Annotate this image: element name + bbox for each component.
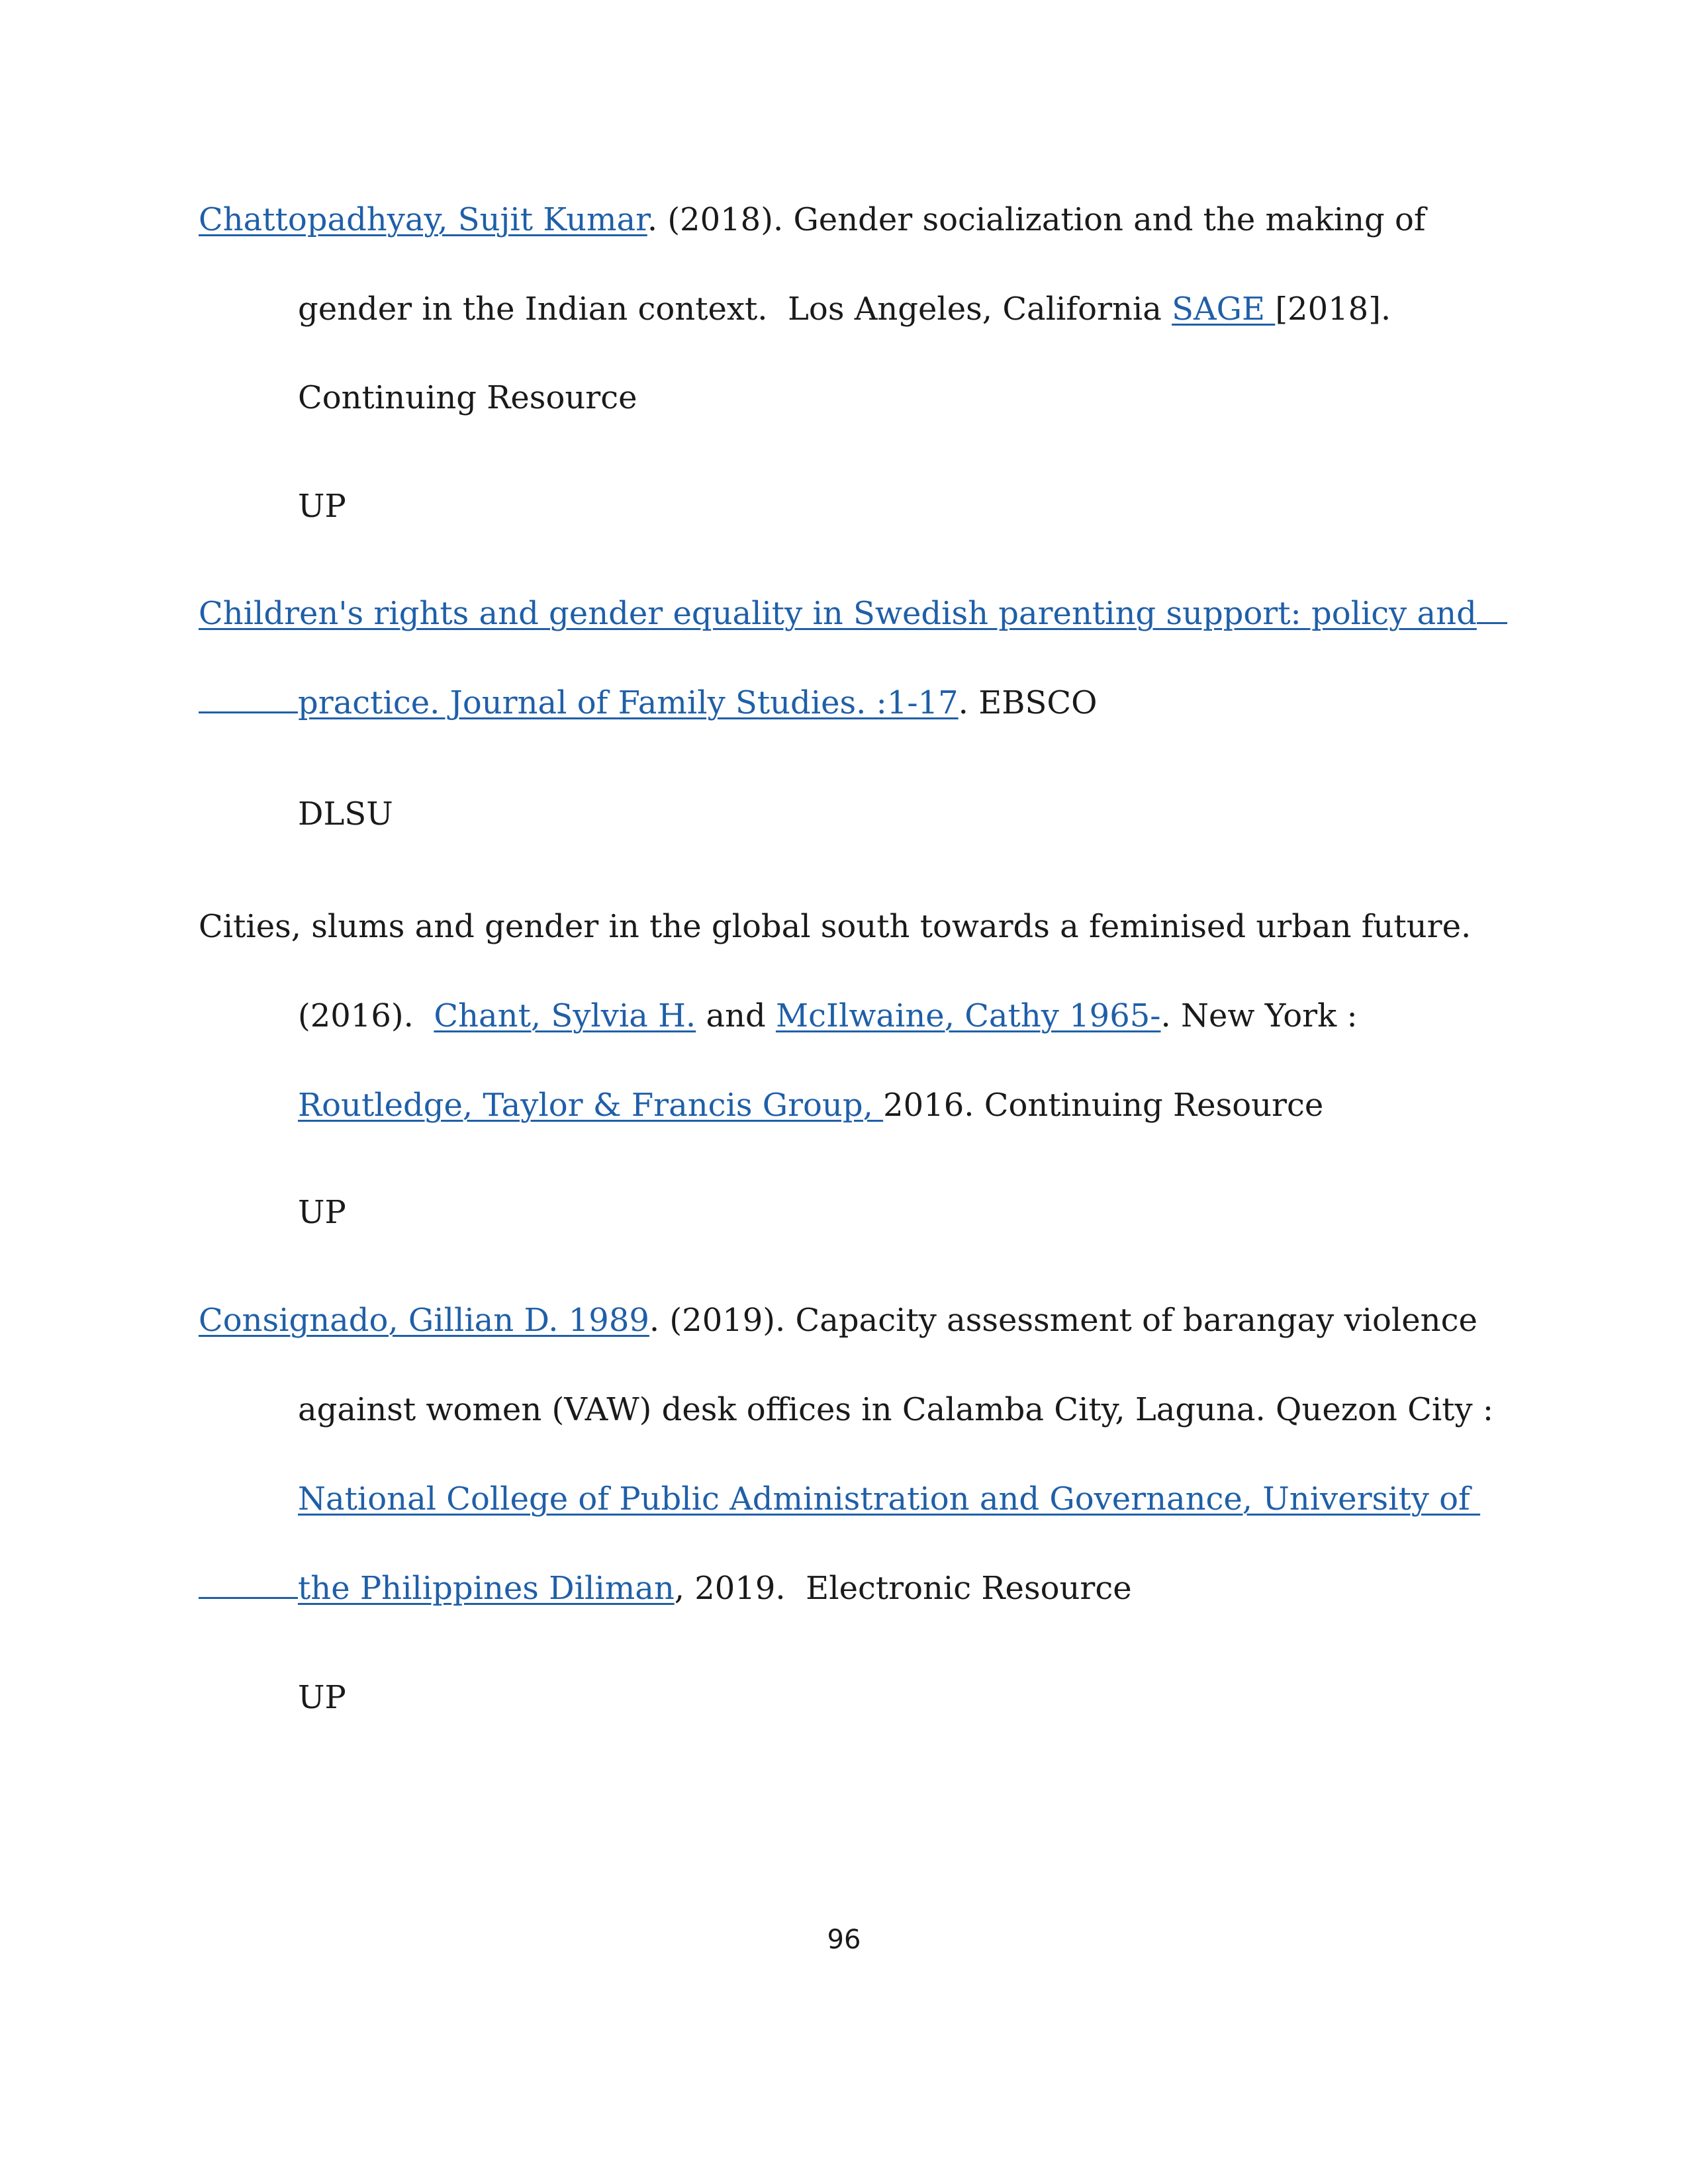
- entry-4-publisher-link-part-2[interactable]: the Philippines Diliman: [298, 1570, 675, 1607]
- entry-3-line-3: [298, 1085, 1323, 1125]
- entry-1-line-1: [199, 200, 1426, 240]
- entry-1-line-2-text: gender in the Indian context. Los Angeles, California: [298, 291, 1172, 328]
- entry-3-place: . New York :: [1160, 997, 1358, 1034]
- entry-4-line-3: [298, 1479, 1480, 1519]
- entry-3-line-2: [298, 996, 1358, 1036]
- entry-3-line-3-text: 2016. Continuing Resource: [883, 1087, 1324, 1124]
- entry-1-author-link[interactable]: Chattopadhyay, Sujit Kumar: [199, 201, 647, 238]
- page-number: 96: [827, 1925, 861, 1955]
- entry-1-publisher-link[interactable]: SAGE: [1172, 291, 1276, 328]
- entry-4-line-4: [298, 1569, 1132, 1608]
- entry-2-title-link-part-1[interactable]: Children's rights and gender equality in Swedish parenting support: policy and: [199, 595, 1477, 632]
- entry-3-and: and: [696, 997, 776, 1034]
- entry-1-line-2-date: [2018].: [1275, 291, 1391, 328]
- entry-2-database: . EBSCO: [958, 684, 1098, 721]
- entry-3-author-1-link[interactable]: Chant, Sylvia H.: [434, 997, 696, 1034]
- entry-2-line-2: [298, 683, 1097, 723]
- entry-2-title-link-trailing-underline: [1477, 609, 1507, 624]
- entry-4-author-link[interactable]: Consignado, Gillian D. 1989: [199, 1302, 649, 1339]
- entry-1-line-2: [298, 289, 1391, 329]
- entry-3-author-2-link[interactable]: McIlwaine, Cathy 1965-: [775, 997, 1161, 1034]
- entry-4-line-4-text: , 2019. Electronic Resource: [674, 1570, 1132, 1607]
- entry-2-title-link-part-2[interactable]: practice. Journal of Family Studies. :1-17: [298, 684, 959, 721]
- entry-4-publisher-link-indent-underline: [199, 1577, 298, 1599]
- entry-1-resource-type: Continuing Resource: [298, 379, 637, 416]
- entry-4-source: UP: [298, 1679, 346, 1716]
- entry-2-title-link-indent-underline: [199, 692, 298, 713]
- entry-2-source: DLSU: [298, 796, 393, 833]
- entry-3-title: Cities, slums and gender in the global south towards a feminised urban future.: [199, 908, 1472, 945]
- entry-4-publisher-link-part-1[interactable]: National College of Public Administration and Governance, University of: [298, 1480, 1481, 1518]
- entry-3-publisher-link[interactable]: Routledge, Taylor & Francis Group,: [298, 1087, 884, 1124]
- entry-2-line-1: [199, 594, 1507, 633]
- entry-1-source: UP: [298, 488, 346, 525]
- entry-3-year: (2016).: [298, 997, 434, 1034]
- entry-4-line-1-text: . (2019). Capacity assessment of barangay violence: [649, 1302, 1477, 1339]
- entry-1-line-1-text: . (2018). Gender socialization and the making of: [647, 201, 1426, 238]
- entry-3-source: UP: [298, 1194, 346, 1231]
- entry-4-line-1: [199, 1300, 1477, 1340]
- entry-4-line-2: against women (VAW) desk offices in Calamba City, Laguna. Quezon City :: [298, 1391, 1493, 1428]
